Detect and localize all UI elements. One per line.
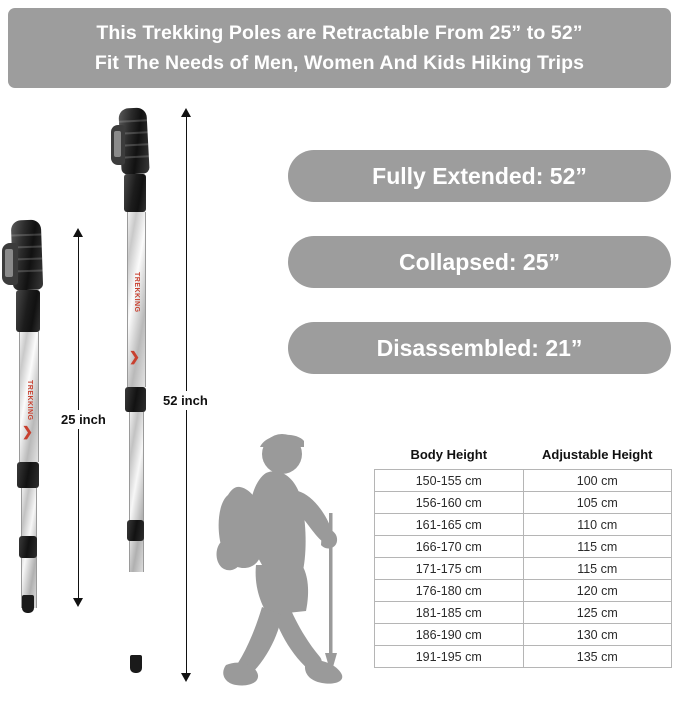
cell-adjustable-height: 100 cm bbox=[523, 470, 672, 492]
table-row bbox=[375, 602, 672, 624]
brand-chevron-left: ❯ bbox=[22, 424, 33, 439]
pole-lock-lower-right bbox=[127, 520, 144, 541]
cell-adjustable-height: 125 cm bbox=[523, 602, 672, 624]
cell-adjustable-height: 105 cm bbox=[523, 492, 672, 514]
pole-tube-upper-left bbox=[19, 332, 39, 462]
pole-lock-upper-left bbox=[17, 462, 39, 488]
table-header-body-height: Body Height bbox=[410, 447, 488, 462]
spec-pill-collapsed bbox=[288, 236, 671, 288]
table-header-adjustable-height: Adjustable Height bbox=[541, 447, 653, 462]
cell-adjustable-height: 115 cm bbox=[523, 536, 672, 558]
pole-lock-lower-left bbox=[19, 536, 37, 558]
table-row bbox=[375, 470, 672, 492]
pole-foam-right bbox=[124, 174, 146, 212]
table-row bbox=[375, 514, 672, 536]
spec-pill-disassembled bbox=[288, 322, 671, 374]
cell-body-height: 156-160 cm bbox=[375, 492, 524, 514]
header-line-2: Fit The Needs of Men, Women And Kids Hiking Trips bbox=[94, 52, 585, 74]
cell-body-height: 171-175 cm bbox=[375, 558, 524, 580]
pole-tip-left bbox=[22, 595, 34, 613]
size-chart-table bbox=[374, 447, 672, 668]
dimension-25-label: 25 inch bbox=[58, 410, 109, 429]
pole-lock-upper-right bbox=[125, 387, 146, 412]
table-row bbox=[375, 558, 672, 580]
cell-body-height: 176-180 cm bbox=[375, 580, 524, 602]
brand-mark-left: TREKKING bbox=[26, 380, 33, 421]
cell-adjustable-height: 135 cm bbox=[523, 646, 672, 668]
table-row bbox=[375, 536, 672, 558]
pole-tip-right bbox=[130, 655, 142, 673]
table-row bbox=[375, 492, 672, 514]
table-row bbox=[375, 580, 672, 602]
brand-chevron-right: ❯ bbox=[129, 349, 140, 364]
spec-pill-label: Collapsed: 25” bbox=[398, 248, 561, 275]
cell-body-height: 191-195 cm bbox=[375, 646, 524, 668]
wrist-strap-left bbox=[2, 243, 18, 285]
wrist-strap-right bbox=[111, 125, 125, 165]
dimension-52-label: 52 inch bbox=[160, 391, 211, 410]
spec-pill-label: Fully Extended: 52” bbox=[372, 162, 587, 189]
hiker-silhouette bbox=[210, 425, 375, 690]
header-line-1: This Trekking Poles are Retractable From 25” to 52” bbox=[96, 22, 583, 44]
cell-adjustable-height: 130 cm bbox=[523, 624, 672, 646]
cell-body-height: 186-190 cm bbox=[375, 624, 524, 646]
pole-tube-lower-right bbox=[129, 412, 144, 572]
cell-adjustable-height: 120 cm bbox=[523, 580, 672, 602]
table-row bbox=[375, 624, 672, 646]
spec-pill-fully-extended bbox=[288, 150, 671, 202]
spec-pill-label: Disassembled: 21” bbox=[376, 334, 583, 361]
pole-foam-left bbox=[16, 290, 40, 332]
header-banner bbox=[8, 8, 671, 88]
cell-adjustable-height: 115 cm bbox=[523, 558, 672, 580]
cell-body-height: 150-155 cm bbox=[375, 470, 524, 492]
table-header-row bbox=[375, 447, 672, 470]
cell-body-height: 181-185 cm bbox=[375, 602, 524, 624]
cell-body-height: 166-170 cm bbox=[375, 536, 524, 558]
table-row bbox=[375, 646, 672, 668]
cell-adjustable-height: 110 cm bbox=[523, 514, 672, 536]
brand-mark-right: TREKKING bbox=[133, 272, 140, 313]
cell-body-height: 161-165 cm bbox=[375, 514, 524, 536]
